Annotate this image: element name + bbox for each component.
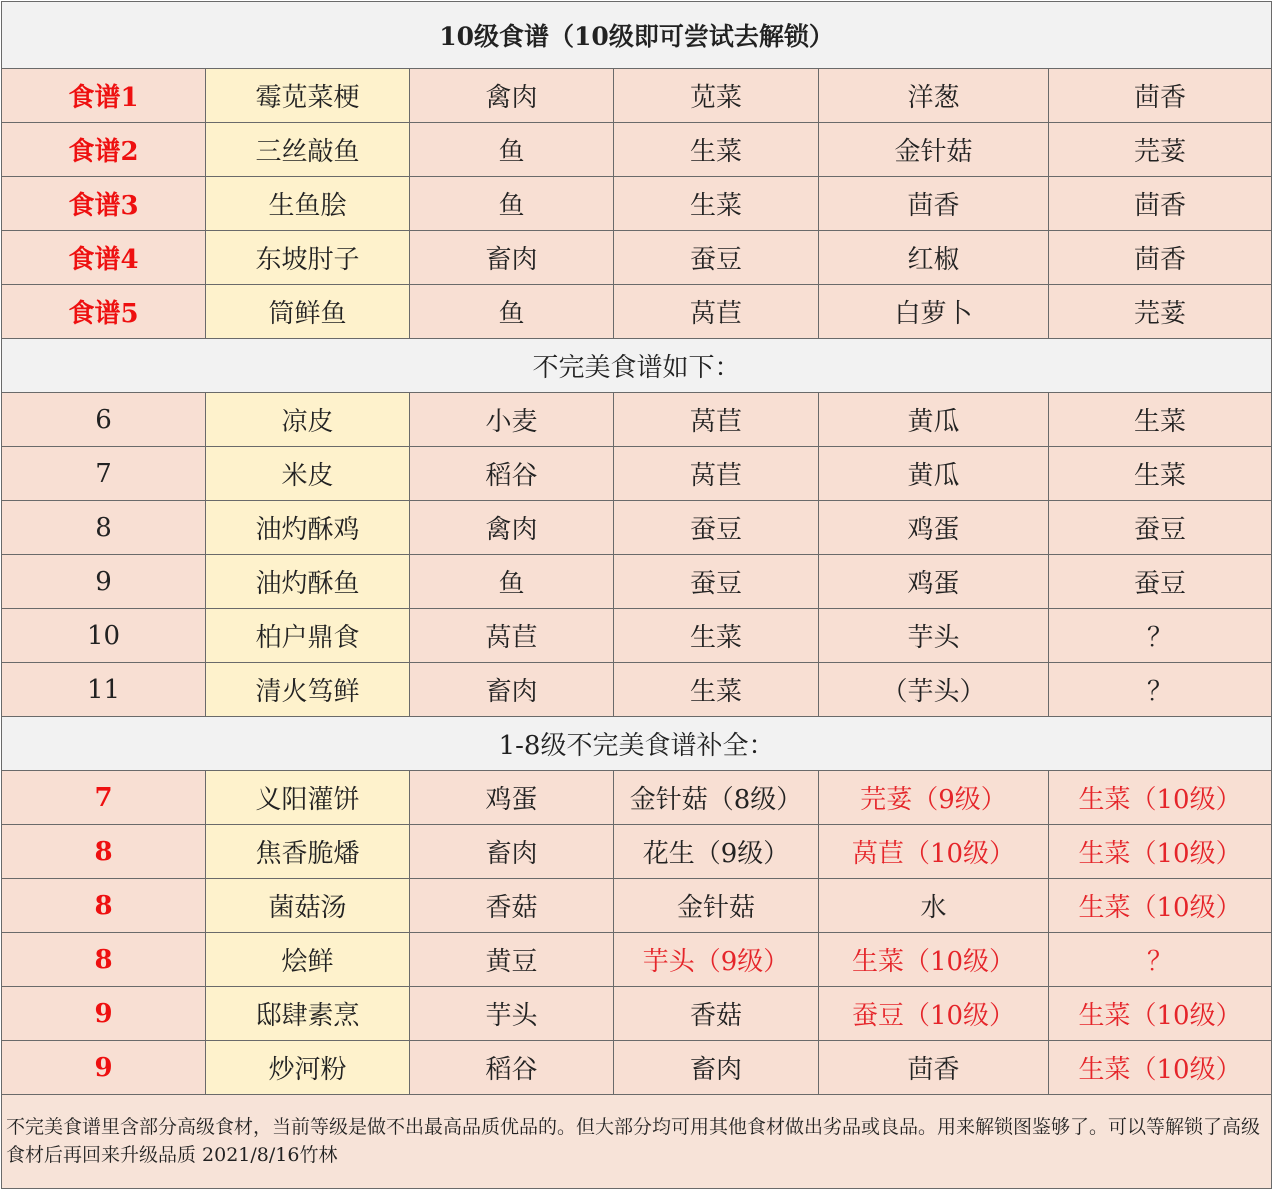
ingredient-cell: 茴香 [819, 1041, 1049, 1095]
recipe-id: 9 [2, 555, 206, 609]
ingredient-cell: 蚕豆 [1049, 501, 1272, 555]
recipe-id: 9 [2, 1041, 206, 1095]
recipe-row [2, 123, 1272, 177]
recipe-row [2, 987, 1272, 1041]
recipe-row [2, 285, 1272, 339]
ingredient-cell: 苋菜 [614, 69, 819, 123]
recipe-row [2, 825, 1272, 879]
ingredient-cell: 小麦 [410, 393, 614, 447]
ingredient-cell: 蚕豆 [1049, 555, 1272, 609]
ingredient-cell: 洋葱 [819, 69, 1049, 123]
title-row [2, 2, 1272, 69]
recipe-name: 三丝敲鱼 [206, 123, 410, 177]
ingredient-cell: 蚕豆（10级） [819, 987, 1049, 1041]
ingredient-cell: 鱼 [410, 555, 614, 609]
ingredient-cell: 蚕豆 [614, 231, 819, 285]
supplement-section-header: 1-8级不完美食谱补全： [2, 717, 1272, 771]
recipe-name: 凉皮 [206, 393, 410, 447]
ingredient-cell: 金针菇 [614, 879, 819, 933]
ingredient-cell: 禽肉 [410, 69, 614, 123]
ingredient-cell: 莴苣 [614, 447, 819, 501]
ingredient-cell: 生菜（10级） [1049, 879, 1272, 933]
ingredient-cell: ？ [1049, 609, 1272, 663]
recipe-name: 义阳灌饼 [206, 771, 410, 825]
ingredient-cell: 稻谷 [410, 447, 614, 501]
recipe-row [2, 663, 1272, 717]
ingredient-cell: 茴香 [819, 177, 1049, 231]
recipe-id: 9 [2, 987, 206, 1041]
ingredient-cell: 芋头 [410, 987, 614, 1041]
recipe-id: 食谱2 [2, 123, 206, 177]
ingredient-cell: ？ [1049, 663, 1272, 717]
ingredient-cell: 芫荽 [1049, 285, 1272, 339]
ingredient-cell: 鸡蛋 [819, 555, 1049, 609]
ingredient-cell: 金针菇（8级） [614, 771, 819, 825]
ingredient-cell: 金针菇 [819, 123, 1049, 177]
recipe-id: 11 [2, 663, 206, 717]
ingredient-cell: 稻谷 [410, 1041, 614, 1095]
section-row [2, 339, 1272, 393]
ingredient-cell: 白萝卜 [819, 285, 1049, 339]
recipe-id: 8 [2, 933, 206, 987]
ingredient-cell: 莴苣（10级） [819, 825, 1049, 879]
ingredient-cell: （芋头） [819, 663, 1049, 717]
recipe-row [2, 879, 1272, 933]
recipe-id: 食谱1 [2, 69, 206, 123]
recipe-row [2, 69, 1272, 123]
recipe-name: 米皮 [206, 447, 410, 501]
recipe-id: 7 [2, 447, 206, 501]
footnote: 不完美食谱里含部分高级食材，当前等级是做不出最高品质优品的。但大部分均可用其他食材做出劣品或良品。用来解锁图鉴够了。可以等解锁了高级食材后再回来升级品质 2021/8/16竹林 [2, 1095, 1272, 1189]
ingredient-cell: 黄瓜 [819, 393, 1049, 447]
ingredient-cell: 生菜（10级） [1049, 825, 1272, 879]
ingredient-cell: ？ [1049, 933, 1272, 987]
ingredient-cell: 水 [819, 879, 1049, 933]
recipe-row [2, 609, 1272, 663]
recipe-name: 清火笃鲜 [206, 663, 410, 717]
ingredient-cell: 生菜 [614, 609, 819, 663]
ingredient-cell: 莴苣 [410, 609, 614, 663]
recipe-row [2, 555, 1272, 609]
ingredient-cell: 生菜（10级） [819, 933, 1049, 987]
recipe-id: 6 [2, 393, 206, 447]
recipe-name: 邸肆素烹 [206, 987, 410, 1041]
recipe-id: 8 [2, 825, 206, 879]
ingredient-cell: 鸡蛋 [819, 501, 1049, 555]
recipe-name: 菌菇汤 [206, 879, 410, 933]
recipe-name: 油灼酥鱼 [206, 555, 410, 609]
ingredient-cell: 生菜（10级） [1049, 1041, 1272, 1095]
ingredient-cell: 鱼 [410, 123, 614, 177]
ingredient-cell: 生菜 [1049, 447, 1272, 501]
recipe-row [2, 393, 1272, 447]
ingredient-cell: 畜肉 [614, 1041, 819, 1095]
recipe-name: 霉苋菜梗 [206, 69, 410, 123]
ingredient-cell: 莴苣 [614, 285, 819, 339]
ingredient-cell: 畜肉 [410, 825, 614, 879]
ingredient-cell: 生菜 [614, 663, 819, 717]
ingredient-cell: 蚕豆 [614, 555, 819, 609]
ingredient-cell: 芋头（9级） [614, 933, 819, 987]
ingredient-cell: 生菜 [1049, 393, 1272, 447]
recipe-id: 食谱3 [2, 177, 206, 231]
ingredient-cell: 茴香 [1049, 177, 1272, 231]
ingredient-cell: 茴香 [1049, 69, 1272, 123]
recipe-name: 生鱼脍 [206, 177, 410, 231]
ingredient-cell: 花生（9级） [614, 825, 819, 879]
ingredient-cell: 茴香 [1049, 231, 1272, 285]
ingredient-cell: 芋头 [819, 609, 1049, 663]
ingredient-cell: 鸡蛋 [410, 771, 614, 825]
recipe-name: 东坡肘子 [206, 231, 410, 285]
recipe-row [2, 447, 1272, 501]
ingredient-cell: 香菇 [410, 879, 614, 933]
ingredient-cell: 红椒 [819, 231, 1049, 285]
ingredient-cell: 香菇 [614, 987, 819, 1041]
recipe-name: 焦香脆燔 [206, 825, 410, 879]
recipe-row [2, 177, 1272, 231]
ingredient-cell: 生菜 [614, 123, 819, 177]
recipe-row [2, 501, 1272, 555]
recipe-id: 10 [2, 609, 206, 663]
ingredient-cell: 黄豆 [410, 933, 614, 987]
recipe-name: 油灼酥鸡 [206, 501, 410, 555]
imperfect-section-header: 不完美食谱如下： [2, 339, 1272, 393]
note-row [2, 1095, 1272, 1189]
ingredient-cell: 禽肉 [410, 501, 614, 555]
recipe-row [2, 771, 1272, 825]
recipe-id: 8 [2, 879, 206, 933]
ingredient-cell: 畜肉 [410, 231, 614, 285]
ingredient-cell: 鱼 [410, 285, 614, 339]
ingredient-cell: 鱼 [410, 177, 614, 231]
recipe-name: 烩鲜 [206, 933, 410, 987]
recipe-row [2, 933, 1272, 987]
ingredient-cell: 畜肉 [410, 663, 614, 717]
ingredient-cell: 生菜（10级） [1049, 987, 1272, 1041]
ingredient-cell: 芫荽（9级） [819, 771, 1049, 825]
section-row [2, 717, 1272, 771]
recipe-id: 8 [2, 501, 206, 555]
ingredient-cell: 蚕豆 [614, 501, 819, 555]
ingredient-cell: 芫荽 [1049, 123, 1272, 177]
ingredient-cell: 生菜 [614, 177, 819, 231]
recipe-table [1, 1, 1272, 1189]
recipe-name: 筒鲜鱼 [206, 285, 410, 339]
recipe-name: 炒河粉 [206, 1041, 410, 1095]
ingredient-cell: 生菜（10级） [1049, 771, 1272, 825]
ingredient-cell: 黄瓜 [819, 447, 1049, 501]
recipe-id: 7 [2, 771, 206, 825]
recipe-row [2, 1041, 1272, 1095]
recipe-row [2, 231, 1272, 285]
recipe-id: 食谱5 [2, 285, 206, 339]
recipe-name: 柏户鼎食 [206, 609, 410, 663]
table-title: 10级食谱（10级即可尝试去解锁） [2, 2, 1272, 69]
recipe-id: 食谱4 [2, 231, 206, 285]
ingredient-cell: 莴苣 [614, 393, 819, 447]
